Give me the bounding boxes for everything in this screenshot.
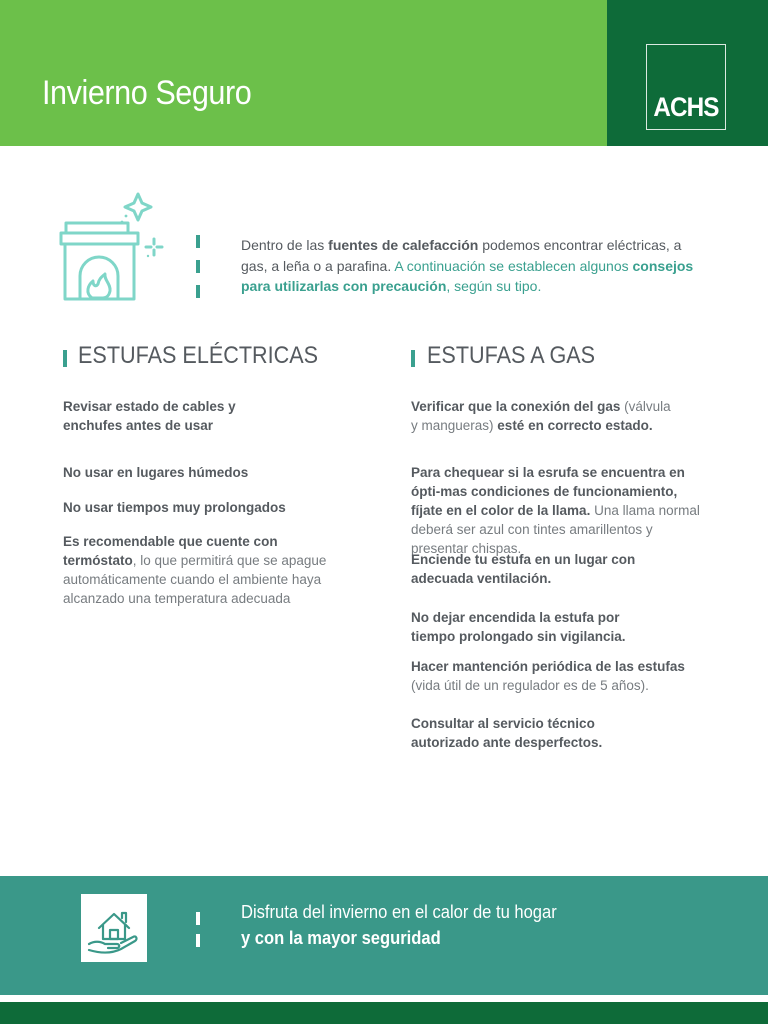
house-hand-icon — [81, 894, 147, 962]
intro-dashes — [196, 235, 200, 310]
footer-banner — [0, 876, 768, 995]
gas-tip-1: Verificar que la conexión del gas (válvula y mangueras) esté en correcto estado. — [411, 399, 671, 433]
gas-tip-4: No dejar encendida la estufa por tiempo prolongado sin vigilancia. — [411, 610, 626, 644]
house-hand-tile — [81, 894, 147, 962]
gas-heaters-title: ESTUFAS A GAS — [427, 342, 596, 369]
electric-tip-3: No usar tiempos muy prolongados — [63, 500, 286, 515]
electric-tip-2: No usar en lugares húmedos — [63, 465, 249, 480]
electric-tip-1: Revisar estado de cables y enchufes antes de usar — [63, 399, 236, 433]
footer-line-2: y con la mayor seguridad — [241, 928, 441, 948]
footer-line-1: Disfruta del invierno en el calor de tu hogar — [241, 902, 557, 922]
gas-tip-3: Enciende tu estufa en un lugar con adecuada ventilación. — [411, 552, 636, 586]
gas-tip-6: Consultar al servicio técnico autorizado ante desperfectos. — [411, 716, 603, 750]
brand-block — [607, 0, 768, 146]
header-banner — [0, 0, 768, 146]
electric-heaters-title: ESTUFAS ELÉCTRICAS — [78, 342, 319, 369]
gas-tip-2: Para chequear si la esrufa se encuentra en ópti-mas condiciones de funcionamiento, fíjate en el color de la llama. Una llama normal deberá ser azul con tintes amarillentos y presentar chispas. — [411, 465, 700, 556]
intro-paragraph: Dentro de las fuentes de calefacción podemos encontrar eléctricas, a gas, a leña o a parafina. A continuación se establecen algunos consejos para utilizarlas con precaución, según su tipo. — [241, 237, 694, 294]
section-marker — [63, 350, 67, 367]
footer-dash — [196, 934, 200, 947]
gas-tip-5: Hacer mantención periódica de las estufas (vida útil de un regulador es de 5 años). — [411, 659, 685, 693]
electric-tip-4: Es recomendable que cuente con termóstato, lo que permitirá que se apague automáticamente cuando el ambiente haya alcanzado una temperatura adecuada — [63, 534, 327, 606]
bottom-band — [0, 1002, 768, 1024]
fireplace-icon — [56, 190, 174, 305]
achs-logo — [646, 44, 726, 130]
section-marker — [411, 350, 415, 367]
logo-text: ACHS — [653, 92, 719, 122]
page-title: Invierno Seguro — [42, 74, 252, 112]
footer-dash — [196, 912, 200, 925]
